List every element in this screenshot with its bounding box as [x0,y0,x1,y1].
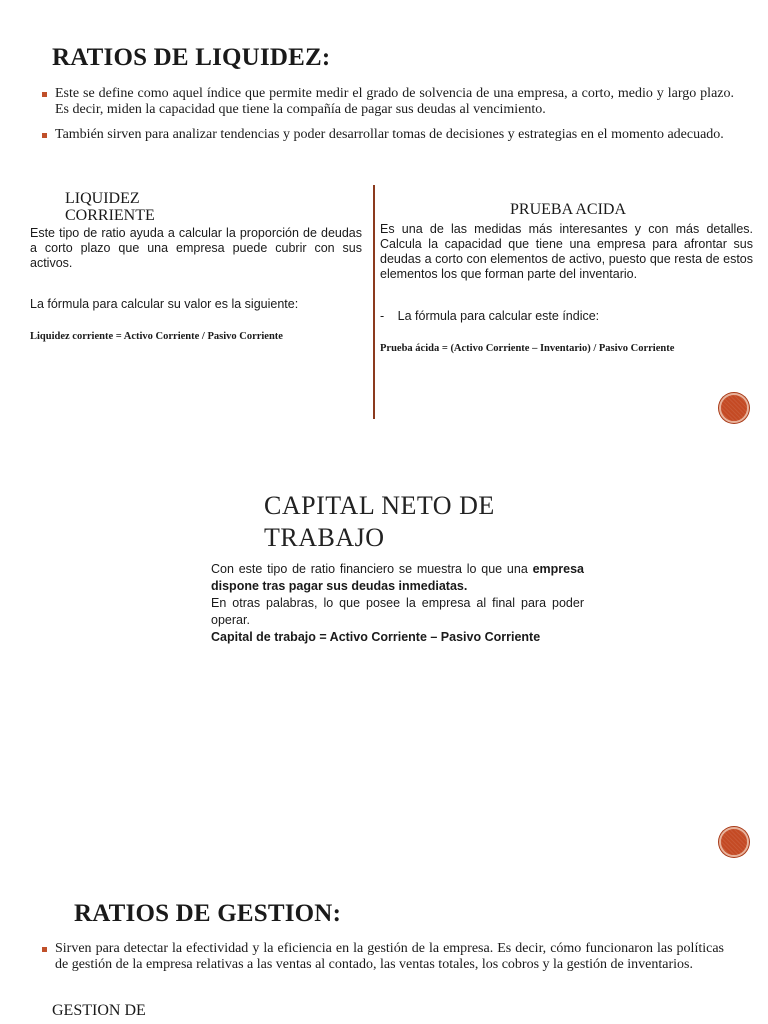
slide-nav-circle-icon [719,827,749,857]
slide1-bullets [42,86,734,143]
bullet-text: También sirven para analizar tendencias y poder desarrollar tomas de decisiones y estrategias en el momento adecuado. [55,127,724,142]
bullet-item [42,86,734,118]
capital-neto-desc [211,561,584,646]
capital-neto-title [264,490,495,554]
gestion-de-subtitle: GESTION DE [52,1002,146,1019]
bullet-item [42,127,734,143]
bullet-marker-icon [42,947,47,952]
capital-neto-text-a: Con este tipo de ratio financiero se muestra lo que una [211,562,533,576]
prueba-acida-formula: Prueba ácida = (Activo Corriente – Inventario) / Pasivo Corriente [380,343,675,354]
liquidez-formula: Liquidez corriente = Activo Corriente / Pasivo Corriente [30,331,283,342]
liquidez-corriente-desc: Este tipo de ratio ayuda a calcular la proporción de deudas a corto plazo que una empresa puede cubrir con sus activos. [30,226,362,270]
bullet-text: Sirven para detectar la efectividad y la eficiencia en la gestión de la empresa. Es decir, cómo funcionaron las políticas de gestión de la empresa relativas a las ventas al contado, las ventas totales, los cobros y la gestión de inventarios. [55,941,724,972]
prueba-acida-formula-intro: La fórmula para calcular este índice: [397,309,600,323]
bullet-marker-icon [42,133,47,138]
liquidez-corriente-title: LIQUIDEZ CORRIENTE [65,190,155,224]
prueba-acida-title: PRUEBA ACIDA [510,201,627,218]
bullet-marker-icon [42,92,47,97]
slide3-bullets [42,941,724,973]
capital-neto-text-bold: empresa dispone tras pagar sus deudas inmediatas. [211,562,584,593]
capital-neto-text-b: En otras palabras, lo que posee la empresa al final para poder operar. [211,596,584,627]
slide3-title: RATIOS DE GESTION: [74,900,342,927]
liquidez-formula-intro: La fórmula para calcular su valor es la siguiente: [30,297,299,311]
prueba-acida-formula-row [380,309,753,324]
dash-marker: - [380,309,385,323]
bullet-item [42,941,724,973]
bullet-text: Este se define como aquel índice que permite medir el grado de solvencia de una empresa, a corto, medio y largo plazo. Es decir, miden la capacidad que tiene la compañía de pagar sus deudas al vencimiento. [55,86,734,117]
capital-neto-formula: Capital de trabajo = Activo Corriente – Pasivo Corriente [211,630,541,644]
capital-neto-title-line2: TRABAJO [264,523,385,552]
prueba-acida-desc: Es una de las medidas más interesantes y con más detalles. Calcula la capacidad que tiene una empresa para afrontar sus deudas a corto con elementos de activo, puesto que resta de estos elementos los que forman parte del inventario. [380,222,753,281]
column-divider [373,185,375,419]
slide-nav-circle-icon [719,393,749,423]
slide1-title: RATIOS DE LIQUIDEZ: [52,44,331,71]
capital-neto-title-line1: CAPITAL NETO DE [264,491,495,520]
